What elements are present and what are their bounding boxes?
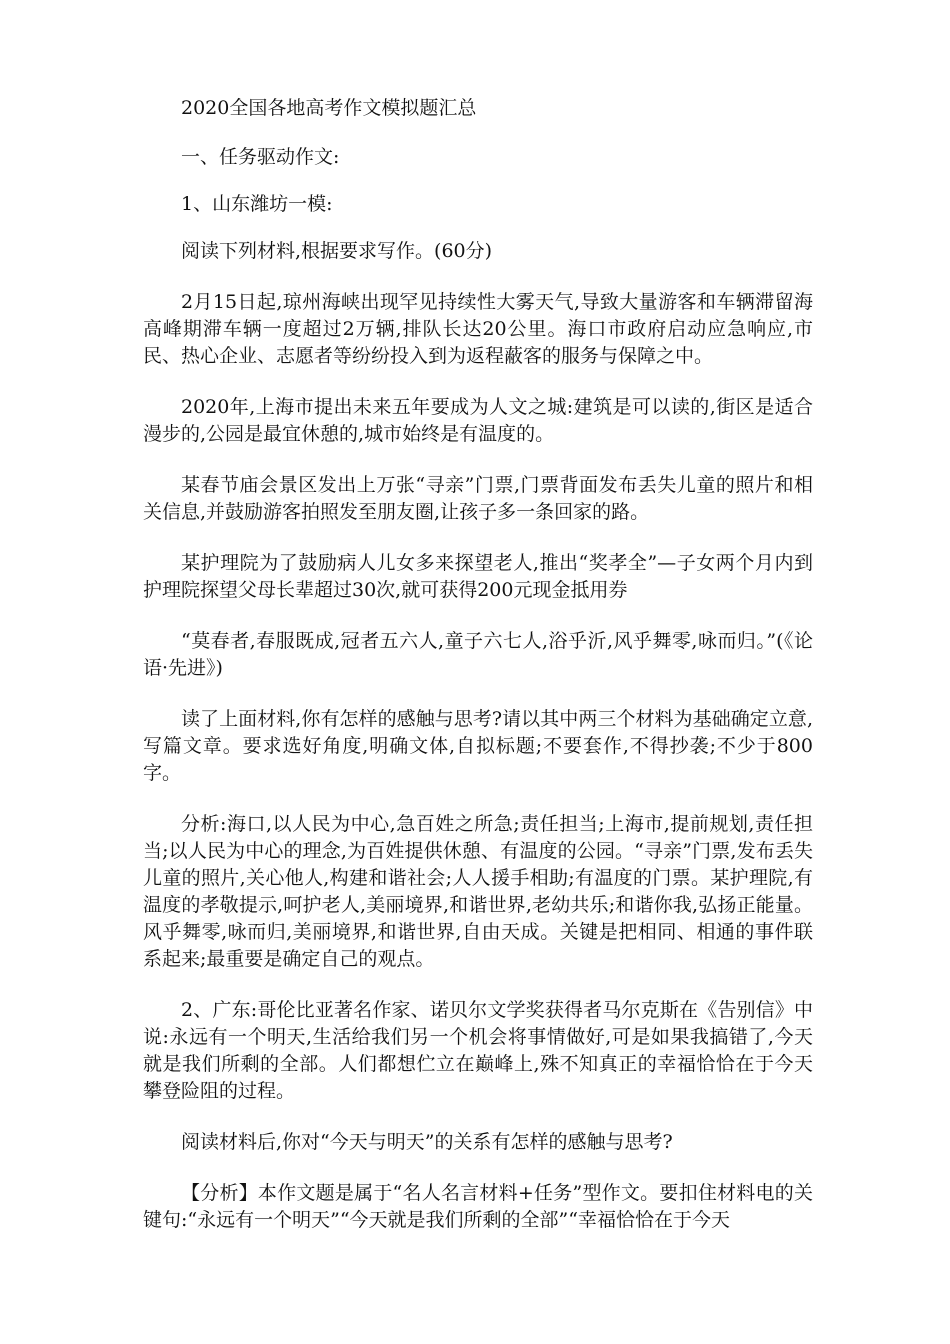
material-paragraph: 某护理院为了鼓励病人儿女多来探望老人,推出“奖孝全”—子女两个月内到护理院探望父母长辈超过30次,就可获得200元现金抵用券	[143, 552, 813, 601]
material-paragraph: 2月15日起,琼州海峡出现罕见持续性大雾天气,导致大量游客和车辆滞留海高峰期滞车辆一度超过2万辆,排队长达20公里。海口市政府启动应急响应,市民、热心企业、志愿者等纷纷投入到为返程蔽客的服务与保障之中。	[143, 291, 813, 367]
material-paragraph: 2020年,上海市提出未来五年要成为人文之城:建筑是可以读的,街区是适合漫步的,公园是最宜休憩的,城市始终是有温度的。	[143, 396, 813, 445]
task-paragraph: 阅读材料后,你对“今天与明天”的关系有怎样的感触与思考?	[181, 1131, 673, 1153]
subsection-heading: 1、山东潍坊一模:	[181, 193, 333, 215]
material-paragraph: 2、广东:哥伦比亚著名作家、诺贝尔文学奖获得者马尔克斯在《告别信》中说:永远有一个明天,生活给我们另一个机会将事情做好,可是如果我搞错了,今天就是我们所剩的全部。人们都想伫立在巅峰上,殊不知真正的幸福恰恰在于今天攀登险阻的过程。	[143, 999, 813, 1102]
task-paragraph: 读了上面材料,你有怎样的感触与思考?请以其中两三个材料为基础确定立意,写篇文章。要求选好角度,明确文体,自拟标题;不要套作,不得抄袭;不少于800字。	[143, 708, 813, 784]
document-title: 2020全国各地高考作文模拟题汇总	[181, 97, 477, 119]
analysis-paragraph: 【分析】本作文题是属于“名人名言材料+任务”型作文。要扣住材料电的关键句:“永远有一个明天”“今天就是我们所剩的全部”“幸福恰恰在于今天	[143, 1182, 813, 1231]
instruction-paragraph: 阅读下列材料,根据要求写作。(60分)	[181, 240, 493, 262]
material-paragraph: 某春节庙会景区发出上万张“寻亲”门票,门票背面发布丢失儿童的照片和相关信息,并鼓励游客拍照发至朋友圈,让孩子多一条回家的路。	[143, 474, 813, 523]
quote-paragraph: “莫春者,春服既成,冠者五六人,童子六七人,浴乎沂,风乎舞零,咏而归。”(《论语·先进》)	[143, 630, 813, 679]
section-heading: 一、任务驱动作文:	[181, 146, 340, 168]
document-body	[143, 95, 813, 1234]
analysis-paragraph: 分析:海口,以人民为中心,急百姓之所急;责任担当;上海市,提前规划,责任担当;以人民为中心的理念,为百姓提供休憩、有温度的公园。“寻亲”门票,发布丢失儿童的照片,关心他人,构建和谐社会;人人援手相助;有温度的门票。某护理院,有温度的孝敬提示,呵护老人,美丽境界,和谐世界,老幼共乐;和谐你我,弘扬正能量。风乎舞零,咏而归,美丽境界,和谐世界,自由天成。关键是把相同、相通的事件联系起来;最重要是确定自己的观点。	[143, 813, 813, 970]
